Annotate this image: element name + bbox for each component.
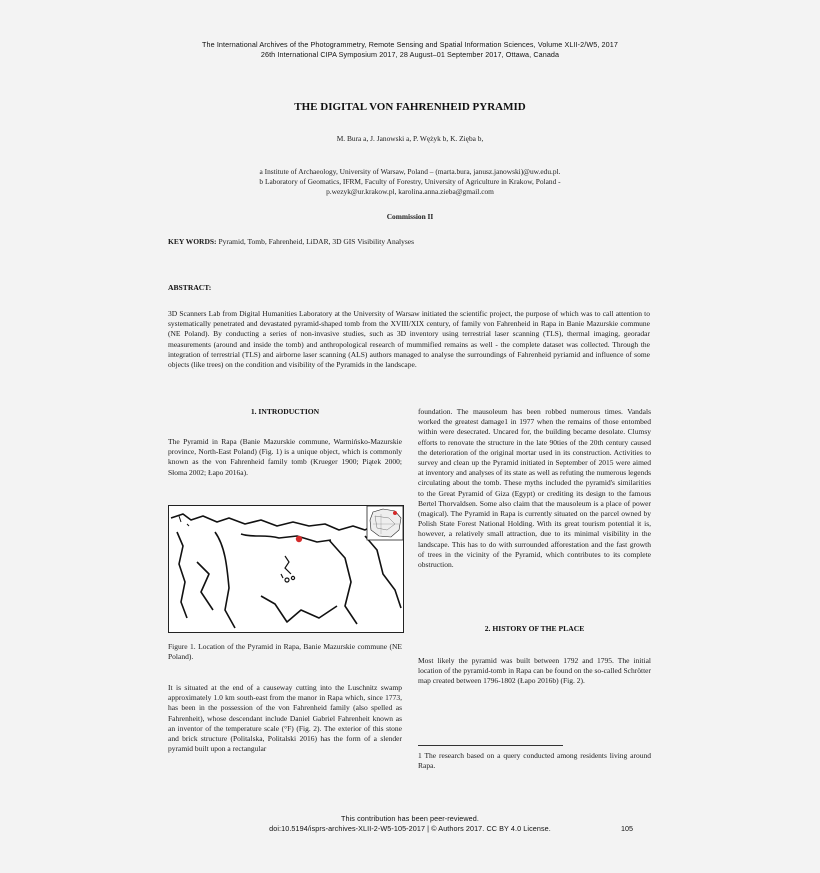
inset-poland-map [367, 506, 403, 540]
footer-doi: doi:10.5194/isprs-archives-XLII-2-W5-105-2017 | © Authors 2017. CC BY 4.0 License. [269, 824, 551, 833]
figure-1-map [168, 505, 404, 633]
abstract-text: 3D Scanners Lab from Digital Humanities Laboratory at the University of Warsaw initiated the scientific project, the purpose of which was to call attention to systematically penetrated and devastated pyramid-shaped tomb from the XVIII/XIX century, of family von Fahrenheid in Rapa in Banie Mazurskie commune (NE Poland). By conducting a series of non-invasive studies, such as 3D inventory using terrestrial laser scanning (TLS), thermal imaging, georadar measurements (around and inside the tomb) and anthropological research of mummified remains as well - the complete dataset was collected. Through the integration of terrestrial (TLS) and airborne laser scanning (ALS) authors managed to analyse the surroundings of Fahrenheid pyriamid and influence of some objects (like trees) on the condition and visibility of the Pyramids in the landscape. [168, 309, 650, 370]
page-number: 105 [621, 824, 633, 833]
section-history-heading: 2. HISTORY OF THE PLACE [484, 624, 585, 633]
right-column-paragraph-1: foundation. The mausoleum has been robbed numerous times. Vandals worked the greatest damage1 in 1977 when the remains of those entombed within were desecrated. Uncared for, the building became desolate. Clumsy efforts to renovate the structure in the late 90ties of the 20th century caused the deterioration of the original mortar used in its construction. Activities to survey and clean up the Pyramid initiated in September of 2015 were aimed at inventory and analyses of its state as well as refuting the numerous legends circulating about the tomb. These myths included the pyramid's similarities to the Great Pyramid of Giza (Egypt) or crediting its design to the famous Bertel Thorvaldsen. Some also claim that the mausoleum is a place of power (magical). The Pyramid in Rapa is currently situated on the parcel owned by Polish State Forest National Holding. With its great tourism potential it is, however, a relatively small attraction, due to its minimal visibility in the landscape. This has to do with surrounded afforestation and the fast growth of trees in the vicinity of the Pyramid, which contributes to its complete obstruction. [418, 407, 651, 570]
map-road-west-2 [215, 532, 235, 628]
footnote-rule [418, 745, 563, 746]
map-road-east [329, 540, 357, 624]
map-border-north [171, 514, 375, 530]
footer-peer-review: This contribution has been peer-reviewed. [341, 814, 479, 823]
map-road-west [177, 532, 187, 618]
section-introduction-heading: 1. INTRODUCTION [250, 407, 320, 416]
map-road-far-east [365, 536, 401, 608]
map-stream [281, 574, 283, 578]
author-list: M. Bura a, J. Janowski a, P. Wężyk b, K. Zięba b, [336, 134, 484, 143]
keywords [168, 237, 414, 246]
map-lake-1 [285, 578, 289, 582]
footnote-1: 1 The research based on a query conducted among residents living around Rapa. [418, 751, 651, 771]
history-paragraph-1: Most likely the pyramid was built between 1792 and 1795. The initial location of the pyramid-tomb in Rapa can be found on the so-called Schrötter map created between 1796-1802 (Łapo 2016b) (Fig. 2). [418, 656, 651, 686]
running-header-line1: The International Archives of the Photogrammetry, Remote Sensing and Spatial Information Sciences, Volume XLII-2/W5, 2017 [202, 40, 618, 49]
inset-location-marker [393, 511, 397, 515]
figure-1-caption: Figure 1. Location of the Pyramid in Rapa, Banie Mazurskie commune (NE Poland). [168, 642, 402, 662]
affiliation-a: a Institute of Archaeology, University of Warsaw, Poland – (marta.bura, janusz.janowski)@uw.edu.pl. [259, 167, 561, 176]
map-road-north [241, 534, 331, 542]
location-map-svg [169, 506, 403, 632]
pyramid-location-marker [296, 536, 302, 542]
map-road-south [261, 596, 337, 622]
intro-paragraph-1: The Pyramid in Rapa (Banie Mazurskie commune, Warmińsko-Mazurskie province, North-East Poland) (Fig. 1) is a unique object, which is commonly known as the von Fahrenheid family tomb (Krueger 1900; Piątek 2000; Słoma 2002; Łapo 2016a). [168, 437, 402, 477]
abstract-heading: ABSTRACT: [168, 283, 212, 292]
commission-label: Commission II [386, 212, 434, 221]
keywords-text: Pyramid, Tomb, Fahrenheid, LiDAR, 3D GIS Visibility Analyses [218, 237, 415, 246]
running-header-line2: 26th International CIPA Symposium 2017, 28 August–01 September 2017, Ottawa, Canada [260, 50, 560, 59]
keywords-label: KEY WORDS: [168, 237, 217, 246]
affiliation-b-line2: p.wezyk@ur.krakow.pl, karolina.anna.zieba@gmail.com [326, 187, 494, 196]
map-river [285, 556, 291, 574]
map-road-southwest [197, 562, 213, 610]
paper-title: THE DIGITAL VON FAHRENHEID PYRAMID [294, 101, 526, 113]
affiliation-b-line1: b Laboratory of Geomatics, IFRM, Faculty of Forestry, University of Agriculture in Krakow, Poland - [259, 177, 561, 186]
intro-paragraph-2: It is situated at the end of a causeway cutting into the Luschnitz swamp approximately 1.0 km south-east from the manor in Rapa which, since 1773, has been in the possession of the von Fahrenheid family (also spelled as Fahrenheit), whose descendant include Daniel Gabriel Fahrenheit known as an inventor of the temperature scale (°F) (Fig. 2). The exterior of this stone and brick structure (Politalska, Politalski 2016) has the form of a slender pyramid built upon a rectangular [168, 683, 402, 754]
map-lake-2 [291, 576, 294, 579]
